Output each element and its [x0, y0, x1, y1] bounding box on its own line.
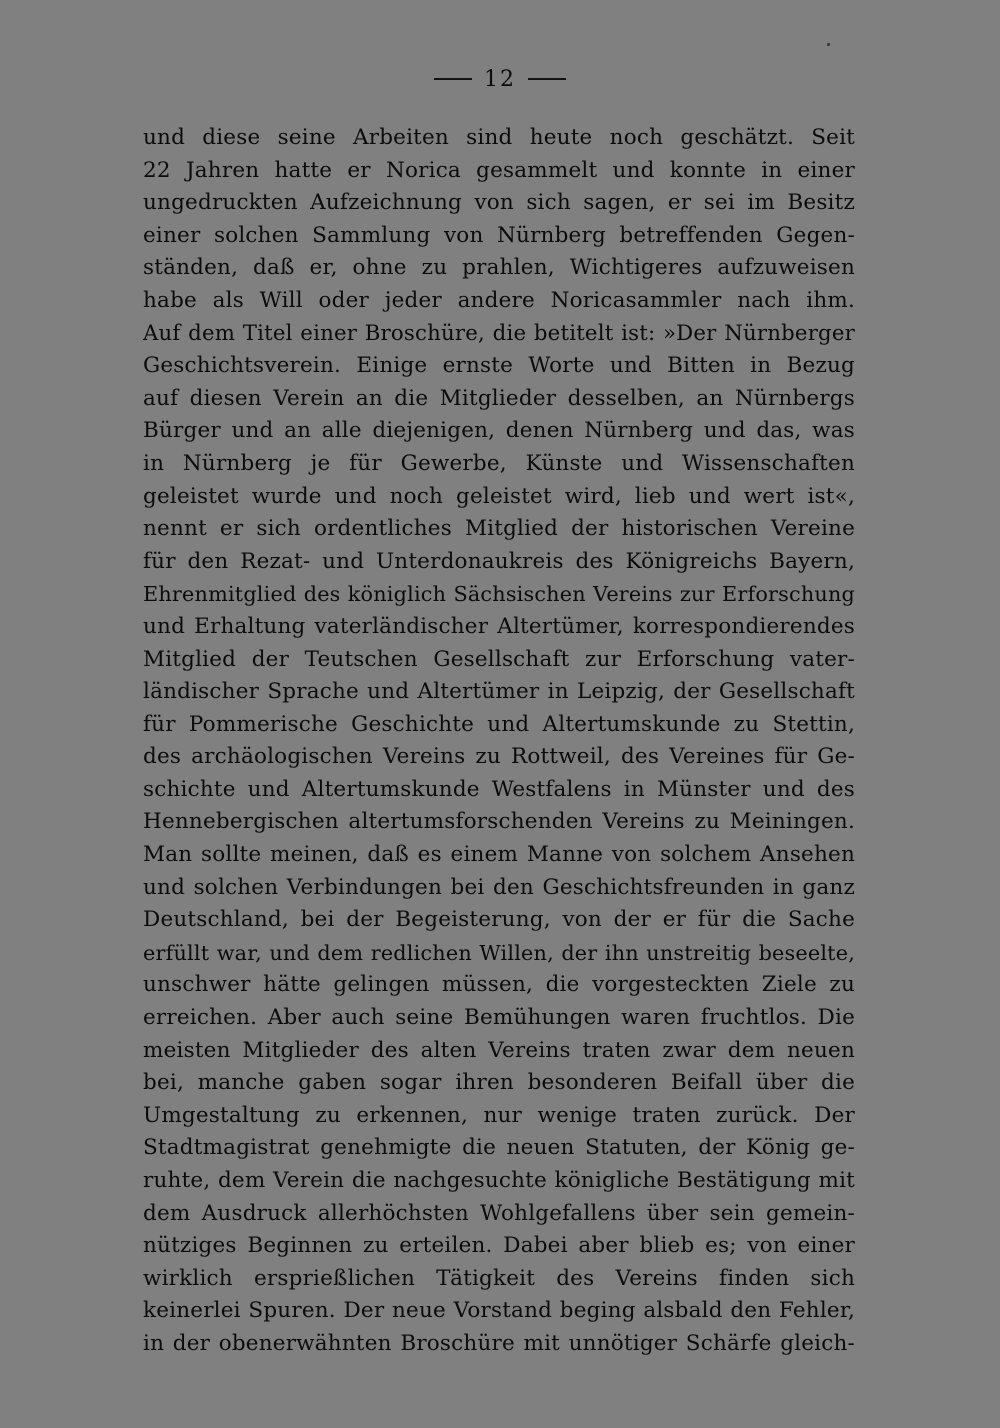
header-dash-right: [528, 78, 566, 80]
text-line: in der obenerwähnten Broschüre mit unnötiger Schärfe gleich-: [143, 1330, 855, 1356]
header-dash-left: [434, 78, 472, 80]
text-line: ungedruckten Aufzeichnung von sich sagen, er sei im Besitz: [143, 190, 855, 216]
text-line: und diese seine Arbeiten sind heute noch geschätzt. Seit: [143, 125, 855, 150]
page-header: [0, 62, 1000, 96]
text-line: nennt er sich ordentliches Mitglied der historischen Vereine: [143, 516, 855, 542]
text-line: Hennebergischen altertumsforschenden Vereins zu Meiningen.: [143, 809, 855, 835]
text-line: Man sollte meinen, daß es einem Manne von solchem Ansehen: [143, 842, 855, 868]
body-text: [143, 122, 855, 1361]
scan-speck: [827, 43, 830, 46]
text-line: auf diesen Verein an die Mitglieder desselben, an Nürnbergs: [143, 385, 855, 411]
text-line: geleistet wurde und noch geleistet wird, lieb und wert ist«,: [143, 483, 855, 509]
text-line: erfüllt war, und dem redlichen Willen, der ihn unstreitig beseelte,: [143, 940, 855, 965]
text-line: unschwer hätte gelingen müssen, die vorgesteckten Ziele zu: [143, 972, 855, 998]
text-line: Umgestaltung zu erkennen, nur wenige traten zurück. Der: [143, 1102, 855, 1128]
text-line: Bürger und an alle diejenigen, denen Nürnberg und das, was: [143, 418, 855, 444]
text-line: Geschichtsverein. Einige ernste Worte und Bitten in Bezug: [143, 353, 855, 379]
text-line: bei, manche gaben sogar ihren besonderen Beifall über die: [143, 1070, 855, 1096]
text-line: und solchen Verbindungen bei den Geschichtsfreunden in ganz: [143, 874, 855, 900]
text-line: habe als Will oder jeder andere Noricasammler nach ihm.: [143, 287, 855, 313]
text-line: 22 Jahren hatte er Norica gesammelt und konnte in einer: [143, 157, 855, 183]
text-line: ländischer Sprache und Altertümer in Leipzig, der Gesellschaft: [143, 679, 855, 705]
text-line: und Erhaltung vaterländischer Altertümer, korrespondierendes: [143, 613, 855, 639]
text-line: wirklich ersprießlichen Tätigkeit des Vereins finden sich: [143, 1265, 855, 1291]
text-line: nütziges Beginnen zu erteilen. Dabei aber blieb es; von einer: [143, 1233, 855, 1259]
text-line: dem Ausdruck allerhöchsten Wohlgefallens über sein gemein-: [143, 1200, 855, 1226]
text-line: Stadtmagistrat genehmigte die neuen Statuten, der König ge-: [143, 1135, 855, 1161]
text-line: schichte und Altertumskunde Westfalens in Münster und des: [143, 776, 855, 802]
text-line: Deutschland, bei der Begeisterung, von der er für die Sache: [143, 907, 855, 933]
text-line: Auf dem Titel einer Broschüre, die betitelt ist: »Der Nürnberger: [143, 320, 855, 346]
text-line: ruhte, dem Verein die nachgesuchte königliche Bestätigung mit: [143, 1168, 855, 1193]
text-line: Mitglied der Teutschen Gesellschaft zur Erforschung vater-: [143, 646, 855, 672]
text-line: einer solchen Sammlung von Nürnberg betreffenden Gegen-: [143, 222, 855, 248]
text-line: für den Rezat- und Unterdonaukreis des Königreichs Bayern,: [143, 548, 855, 574]
text-line: des archäologischen Vereins zu Rottweil, des Vereines für Ge-: [143, 744, 855, 770]
text-line: für Pommerische Geschichte und Altertumskunde zu Stettin,: [143, 711, 855, 737]
text-line: ständen, daß er, ohne zu prahlen, Wichtigeres aufzuweisen: [143, 255, 855, 281]
text-line: Ehrenmitglied des königlich Sächsischen Vereins zur Erforschung: [143, 582, 855, 607]
text-line: meisten Mitglieder des alten Vereins traten zwar dem neuen: [143, 1037, 855, 1063]
text-line: erreichen. Aber auch seine Bemühungen waren fruchtlos. Die: [143, 1005, 855, 1031]
text-line: keinerlei Spuren. Der neue Vorstand beging alsbald den Fehler,: [143, 1298, 855, 1324]
page-number: 12: [484, 66, 516, 92]
text-line: in Nürnberg je für Gewerbe, Künste und Wissenschaften: [143, 450, 855, 476]
